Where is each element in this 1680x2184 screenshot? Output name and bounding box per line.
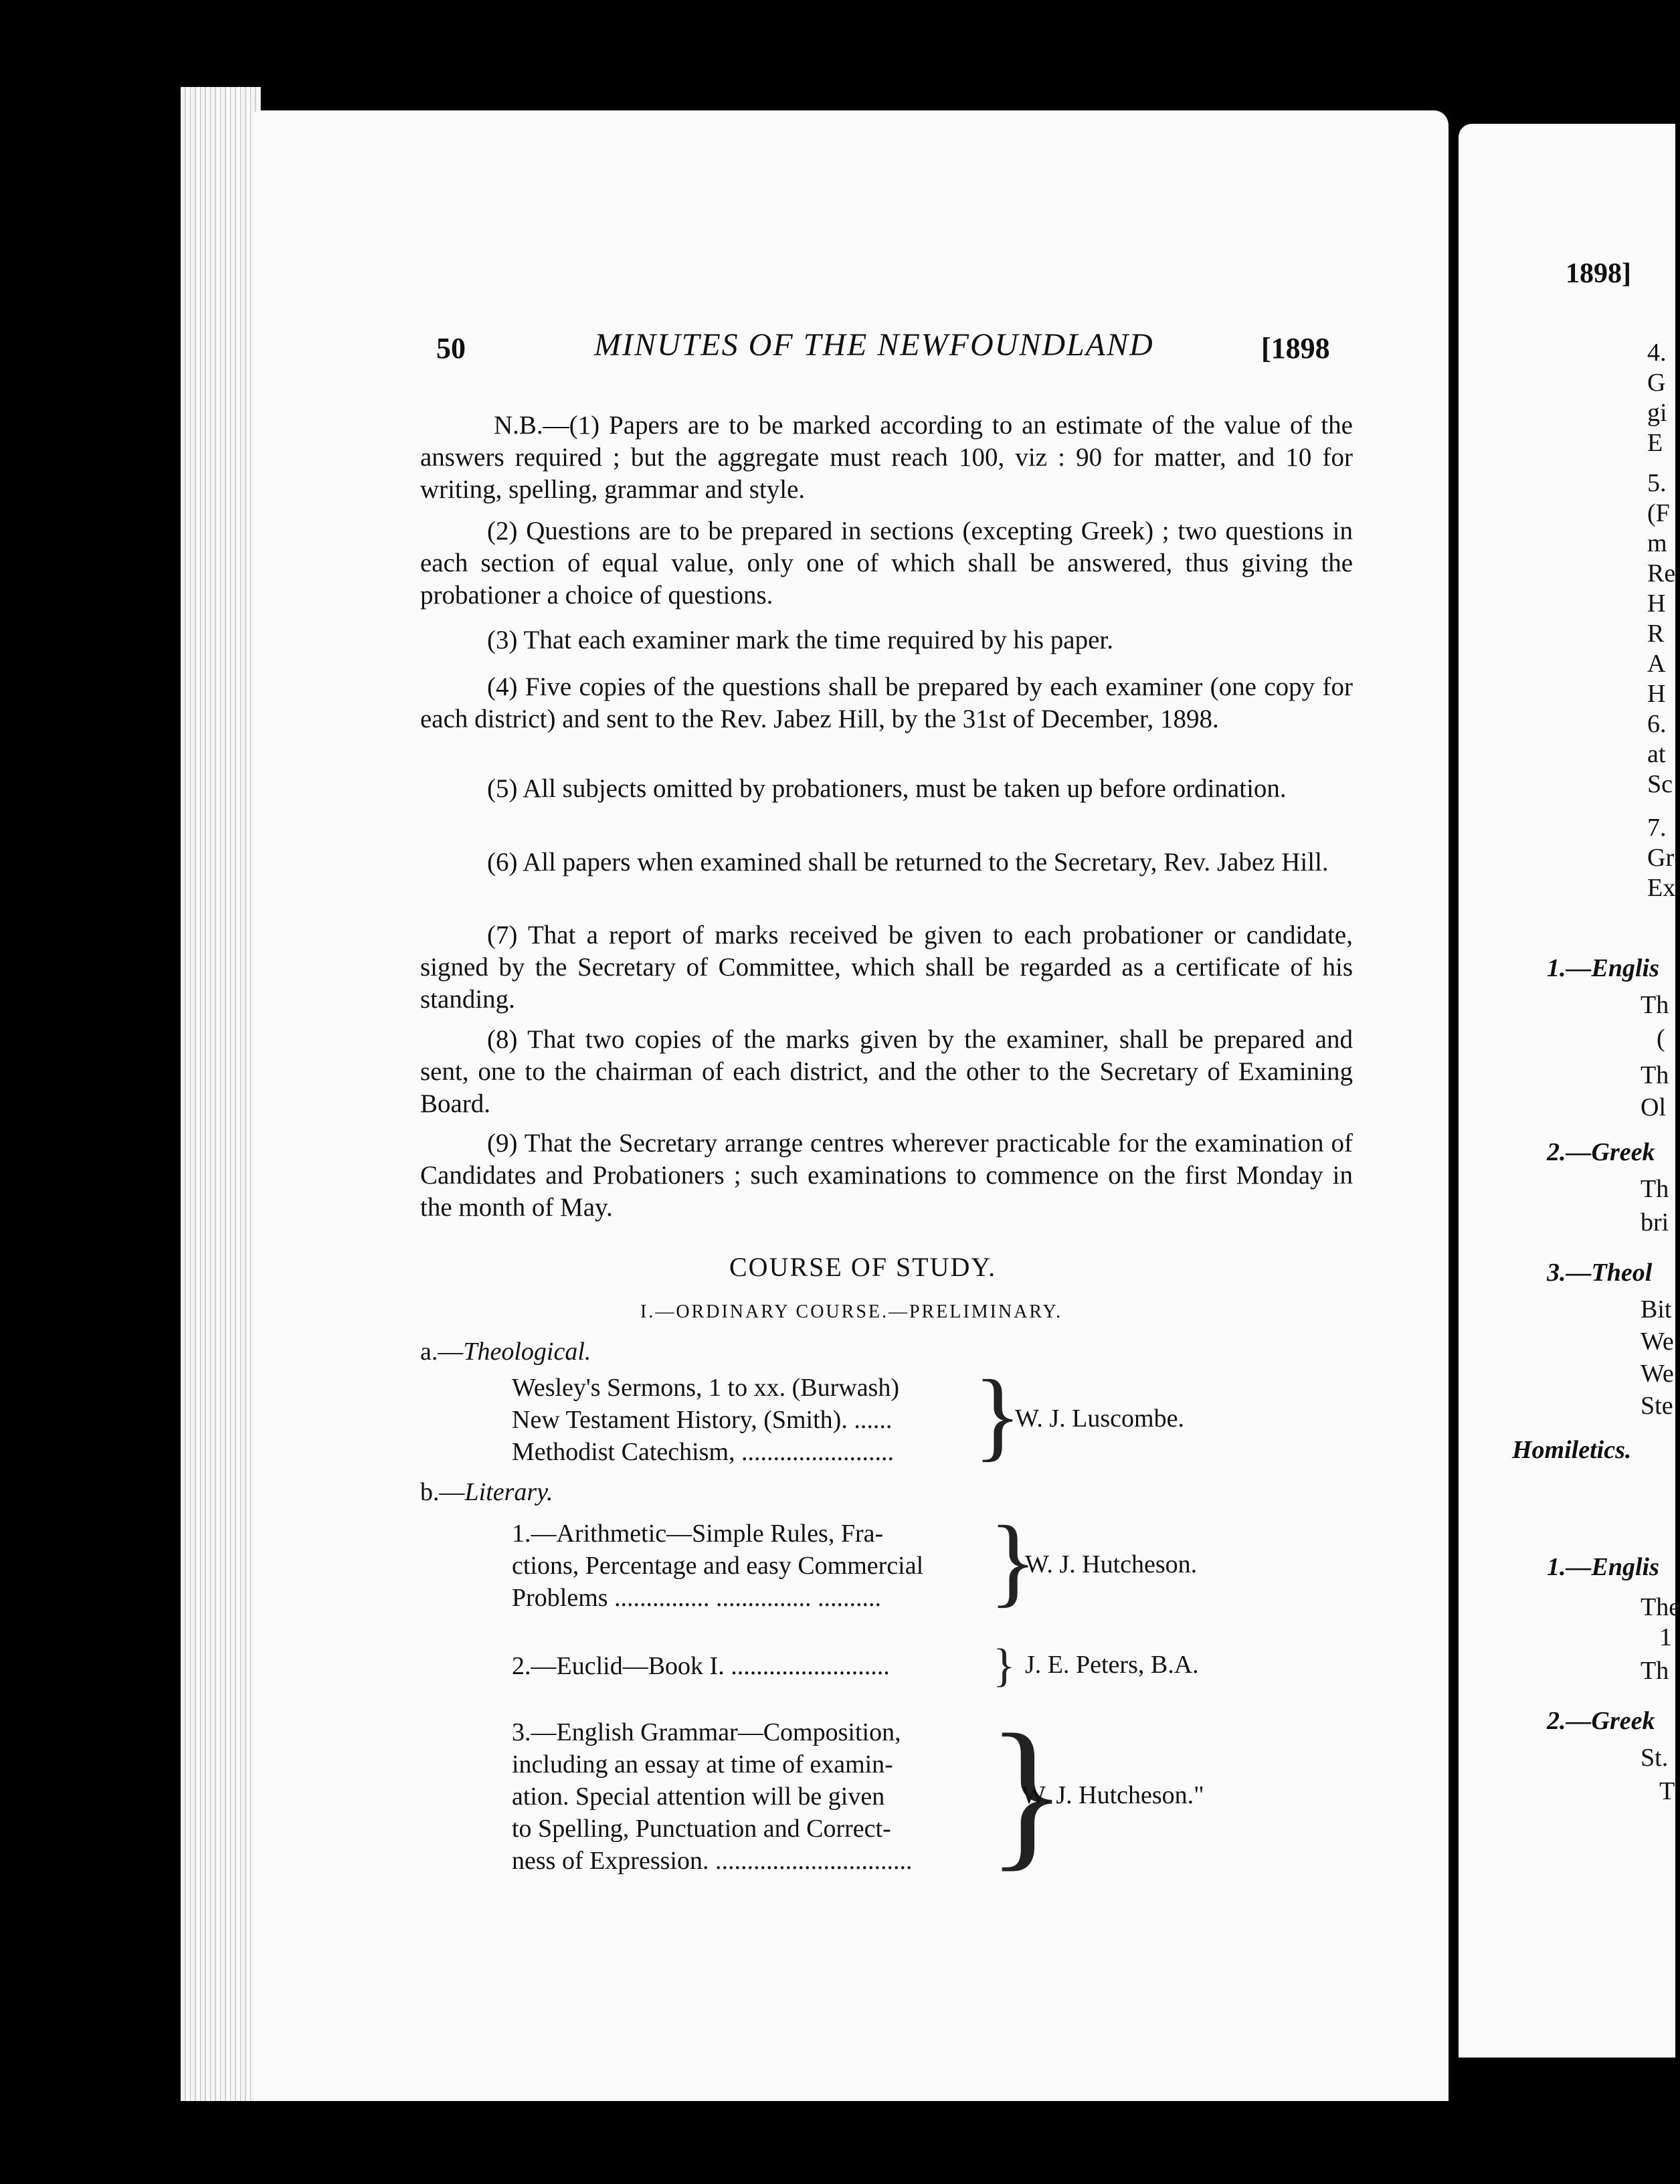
note-8: (8) That two copies of the marks given by the examiner, shall be prepared and sent, one to the chairman of each district, and the other to the Secretary of Examining Board. xyxy=(420,1025,1353,1118)
literary-item-3-line: 3.—English Grammar—Composition, xyxy=(512,1718,901,1746)
right-fragment: 7. xyxy=(1647,814,1667,842)
literary-examiner-1: W. J. Hutcheson. xyxy=(1025,1550,1198,1578)
right-fragment: R xyxy=(1647,620,1665,648)
running-year: [1898 xyxy=(1261,332,1330,365)
right-heading: ( xyxy=(1657,1024,1665,1053)
literary-item-2-line: 2.—Euclid—Book I. ......................... xyxy=(512,1652,890,1680)
brace: } xyxy=(987,1700,1067,1886)
course-title: COURSE OF STUDY. xyxy=(729,1252,997,1282)
literary-item-3-line: to Spelling, Punctuation and Correct- xyxy=(512,1815,891,1843)
running-title: MINUTES OF THE NEWFOUNDLAND xyxy=(594,327,1154,363)
brace: } xyxy=(973,1360,1022,1471)
right-heading: 3.—Theol xyxy=(1547,1259,1653,1287)
note-2: (2) Questions are to be prepared in sections (excepting Greek) ; two questions in each section of equal value, only one of which shall be answered, thus giving the probationer a choice of questions. xyxy=(420,517,1353,610)
literary-item-3-line: ation. Special attention will be given xyxy=(512,1783,885,1811)
right-heading: 2.—Greek xyxy=(1547,1707,1655,1735)
right-fragment: H xyxy=(1647,680,1666,708)
right-heading: 1.—Englis xyxy=(1547,954,1659,982)
right-heading: Ste xyxy=(1641,1392,1673,1420)
right-fragment: H xyxy=(1647,589,1666,618)
right-page-year: 1898] xyxy=(1566,258,1631,289)
theological-item: New Testament History, (Smith). ...... xyxy=(512,1406,893,1434)
theological-label: a.—Theological. xyxy=(420,1338,591,1366)
literary-examiner-3: W. J. Hutcheson." xyxy=(1022,1781,1204,1809)
literary-item-1-line: ctions, Percentage and easy Commercial xyxy=(512,1552,924,1580)
right-heading: 1 xyxy=(1659,1623,1672,1651)
right-fragment: A xyxy=(1647,650,1666,678)
right-heading: 2.—Greek xyxy=(1547,1138,1655,1166)
literary-label: b.—Literary. xyxy=(420,1478,553,1506)
page-number: 50 xyxy=(436,332,466,365)
right-heading: Homiletics. xyxy=(1512,1436,1632,1464)
right-fragment: G xyxy=(1647,369,1666,397)
right-heading: St. xyxy=(1641,1744,1669,1772)
right-heading: 1.—Englis xyxy=(1547,1553,1659,1581)
right-heading: We xyxy=(1641,1328,1674,1356)
note-6: (6) All papers when examined shall be returned to the Secretary, Rev. Jabez Hill. xyxy=(487,848,1329,877)
theological-item: Wesley's Sermons, 1 to xx. (Burwash) xyxy=(512,1374,899,1402)
right-heading: bri xyxy=(1641,1208,1669,1237)
right-fragment: Sc xyxy=(1647,770,1673,798)
right-heading: We xyxy=(1641,1360,1674,1388)
theological-item: Methodist Catechism, ........................ xyxy=(512,1438,895,1466)
right-fragment: E xyxy=(1647,429,1663,457)
note-7: (7) That a report of marks received be given to each probationer or candidate, signed by the Secretary of Committee, which shall be regarded as a certificate of his standing. xyxy=(420,921,1353,1014)
brace: } xyxy=(989,1506,1037,1617)
theological-examiner: W. J. Luscombe. xyxy=(1015,1404,1184,1433)
right-heading: The xyxy=(1641,1593,1680,1621)
literary-item-3-line: ness of Expression. ............................... xyxy=(512,1847,913,1875)
right-heading: Ol xyxy=(1641,1093,1666,1121)
right-page xyxy=(1459,124,1680,2058)
right-fragment: Gr xyxy=(1647,844,1675,872)
right-fragment: Ex xyxy=(1647,874,1676,902)
right-fragment: 6. xyxy=(1647,710,1667,738)
brace: } xyxy=(993,1640,1016,1692)
right-fragment: gi xyxy=(1647,399,1667,427)
right-heading: Th xyxy=(1641,1657,1669,1685)
note-3: (3) That each examiner mark the time required by his paper. xyxy=(487,626,1113,654)
course-subtitle: I.—ORDINARY COURSE.—PRELIMINARY. xyxy=(640,1301,1063,1322)
literary-item-1-line: Problems ............... ............... .......... xyxy=(512,1584,882,1612)
literary-examiner-2: J. E. Peters, B.A. xyxy=(1025,1651,1199,1679)
right-heading: Th xyxy=(1641,1061,1669,1089)
right-fragment: Re xyxy=(1647,559,1676,587)
right-heading: T xyxy=(1659,1777,1675,1805)
right-heading: Th xyxy=(1641,1175,1669,1203)
right-fragment: m xyxy=(1647,529,1667,557)
page-edges xyxy=(181,87,261,2101)
literary-item-3-line: including an essay at time of examin- xyxy=(512,1750,893,1779)
right-fragment: (F xyxy=(1647,499,1670,527)
note-4: (4) Five copies of the questions shall be prepared by each examiner (one copy for each district) and sent to the Rev. Jabez Hill, by the 31st of December, 1898. xyxy=(420,672,1353,733)
note-5: (5) All subjects omitted by probationers, must be taken up before ordination. xyxy=(487,774,1287,803)
note-9: (9) That the Secretary arrange centres wherever practicable for the examination of Candidates and Probationers ; such examinations to commence on the first Monday in the month of May. xyxy=(420,1129,1353,1222)
right-fragment: at xyxy=(1647,740,1666,768)
right-heading: Th xyxy=(1641,991,1669,1019)
right-fragment: 5. xyxy=(1647,469,1667,497)
note-1: N.B.—(1) Papers are to be marked according to an estimate of the value of the answers required ; but the aggregate must reach 100, viz : 90 for matter, and 10 for writing, spelling, grammar and style. xyxy=(420,411,1353,504)
literary-item-1-line: 1.—Arithmetic—Simple Rules, Fra- xyxy=(512,1520,884,1548)
right-fragment: 4. xyxy=(1647,339,1667,367)
right-heading: Bit xyxy=(1641,1295,1672,1324)
